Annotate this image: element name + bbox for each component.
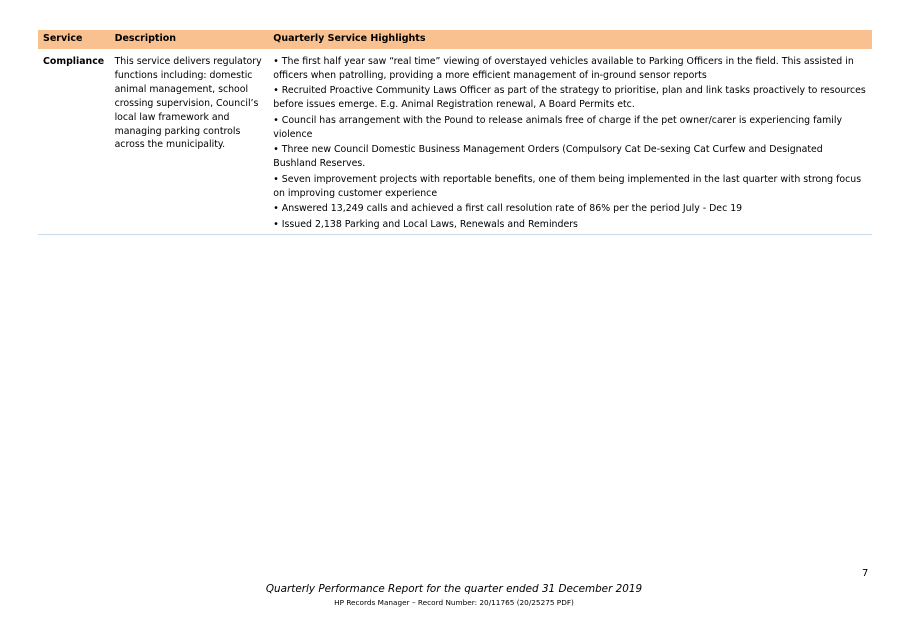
list-item: • Three new Council Domestic Business Management Orders (Compulsory Cat De-sexing Cat Curfew and Designated Bushland Reserves. [273, 144, 823, 170]
service-column-header: Service [38, 30, 110, 49]
list-item: • Seven improvement projects with reportable benefits, one of them being implemented in the last quarter with strong focus on improving customer experience [273, 173, 862, 199]
highlights-cell [268, 49, 872, 235]
footer-record-number: HP Records Manager – Record Number: 20/11765 (20/25275 PDF) [334, 598, 574, 607]
description-column-header: Description [110, 30, 269, 49]
service-name: Compliance [43, 56, 105, 67]
list-item: • Answered 13,249 calls and achieved a first call resolution rate of 86% per the period July - Dec 19 [273, 203, 743, 215]
list-item: • Council has arrangement with the Pound to release animals free of charge if the pet owner/carer is experiencing family violence [273, 114, 843, 140]
service-highlights-table [38, 30, 872, 235]
table-row [38, 49, 872, 235]
highlights-list [273, 55, 867, 231]
list-item: • Issued 2,138 Parking and Local Laws, Renewals and Reminders [273, 218, 578, 230]
service-description: This service delivers regulatory functions including: domestic animal management, school crossing supervision, Council’s local law framework and managing parking controls across the municipality. [114, 56, 262, 151]
list-item: • The first half year saw “real time” viewing of overstayed vehicles available to Parking Officers in the field. This assisted in officers when patrolling, providing a more efficient management of in-ground sensor reports [273, 56, 854, 81]
page-number: 7 [862, 568, 869, 579]
footer-report-title: Quarterly Performance Report for the quarter ended 31 December 2019 [265, 583, 643, 595]
highlights-column-header: Quarterly Service Highlights [268, 30, 872, 49]
list-item: • Recruited Proactive Community Laws Officer as part of the strategy to prioritise, plan and link tasks proactively to resources before issues emerge. E.g. Animal Registration renewal, A Board Permits etc. [273, 85, 866, 111]
table-header-row [38, 30, 872, 49]
